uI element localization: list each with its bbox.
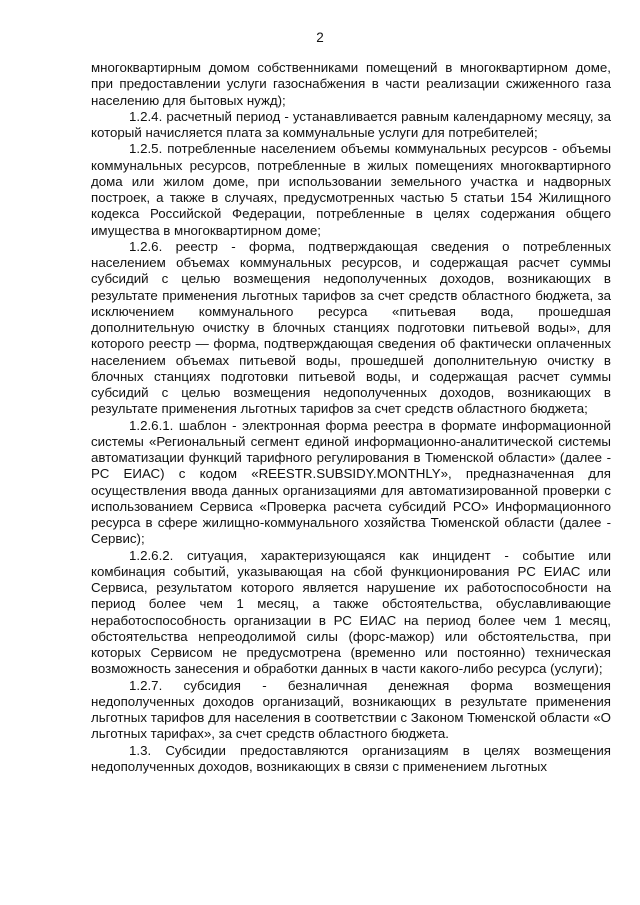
paragraph-1-3: 1.3. Субсидии предоставляются организациям в целях возмещения недополученных доходов, возникающих в связи с применением льготных xyxy=(91,742,611,774)
document-body xyxy=(91,60,611,775)
paragraph-1-2-6-1: 1.2.6.1. шаблон - электронная форма реестра в формате информационной системы «Региональный сегмент единой информационно-аналитической системы автоматизации функций тарифного регулирования в Тюменской области» (далее - РС ЕИАС) с кодом «REESTR.SUBSIDY.MONTHLY», предназначенная для осуществления ввода данных организациями для автоматизированной проверки с использованием Сервиса «Проверка расчета субсидий РСО» Информационного ресурса в сфере жилищно-коммунального хозяйства Тюменской области (далее - Сервис); xyxy=(91,417,611,547)
paragraph-1-2-4: 1.2.4. расчетный период - устанавливается равным календарному месяцу, за который начисляется плата за коммунальные услуги для потребителей; xyxy=(91,108,611,140)
paragraph-1-2-6-2: 1.2.6.2. ситуация, характеризующаяся как инцидент - событие или комбинация событий, указывающая на сбой функционирования РС ЕИАС или Сервиса, результатом которого является нарушение их работоспособности на период более чем 1 месяц, а также обстоятельства, обуславливающие неработоспособность организации в РС ЕИАС на период более чем 1 месяц, обстоятельства непреодолимой силы (форс-мажор) или обстоятельства, при которых Сервисом не предусмотрена (временно или постоянно) техническая возможность занесения и обработки данных в части какого-либо ресурса (услуги); xyxy=(91,547,611,677)
paragraph-continuation: многоквартирным домом собственниками помещений в многоквартирном доме, при предоставлении услуги газоснабжения в части реализации сжиженного газа населению для бытовых нужд); xyxy=(91,60,611,108)
paragraph-1-2-7: 1.2.7. субсидия - безналичная денежная форма возмещения недополученных доходов организаций, возникающих в результате применения льготных тарифов для населения в соответствии с Законом Тюменской области «О льготных тарифах», за счет средств областного бюджета. xyxy=(91,677,611,742)
paragraph-1-2-6: 1.2.6. реестр - форма, подтверждающая сведения о потребленных населением объемах коммунальных ресурсов, и содержащая расчет суммы субсидий с целью возмещения недополученных доходов, возникающих в результате применения льготных тарифов за счет средств областного бюджета, за исключением коммунального ресурса «питьевая вода, прошедшая дополнительную очистку в блочных станциях подготовки питьевой воды», для которого реестр — форма, подтверждающая сведения об фактически оплаченных населением объемах питьевой воды, прошедшей дополнительную очистку в блочных станциях подготовки питьевой воды, и содержащая расчет суммы субсидий с целью возмещения недополученных доходов, возникающих в результате применения льготных тарифов за счет средств областного бюджета; xyxy=(91,238,611,417)
page-number: 2 xyxy=(316,30,324,45)
paragraph-1-2-5: 1.2.5. потребленные населением объемы коммунальных ресурсов - объемы коммунальных ресурсов, потребленные в жилых помещениях многоквартирного дома или жилом доме, при использовании земельного участка и надворных построек, а также в случаях, предусмотренных частью 5 статьи 154 Жилищного кодекса Российской Федерации, потребленные в целях содержания общего имущества в многоквартирном доме; xyxy=(91,141,611,238)
